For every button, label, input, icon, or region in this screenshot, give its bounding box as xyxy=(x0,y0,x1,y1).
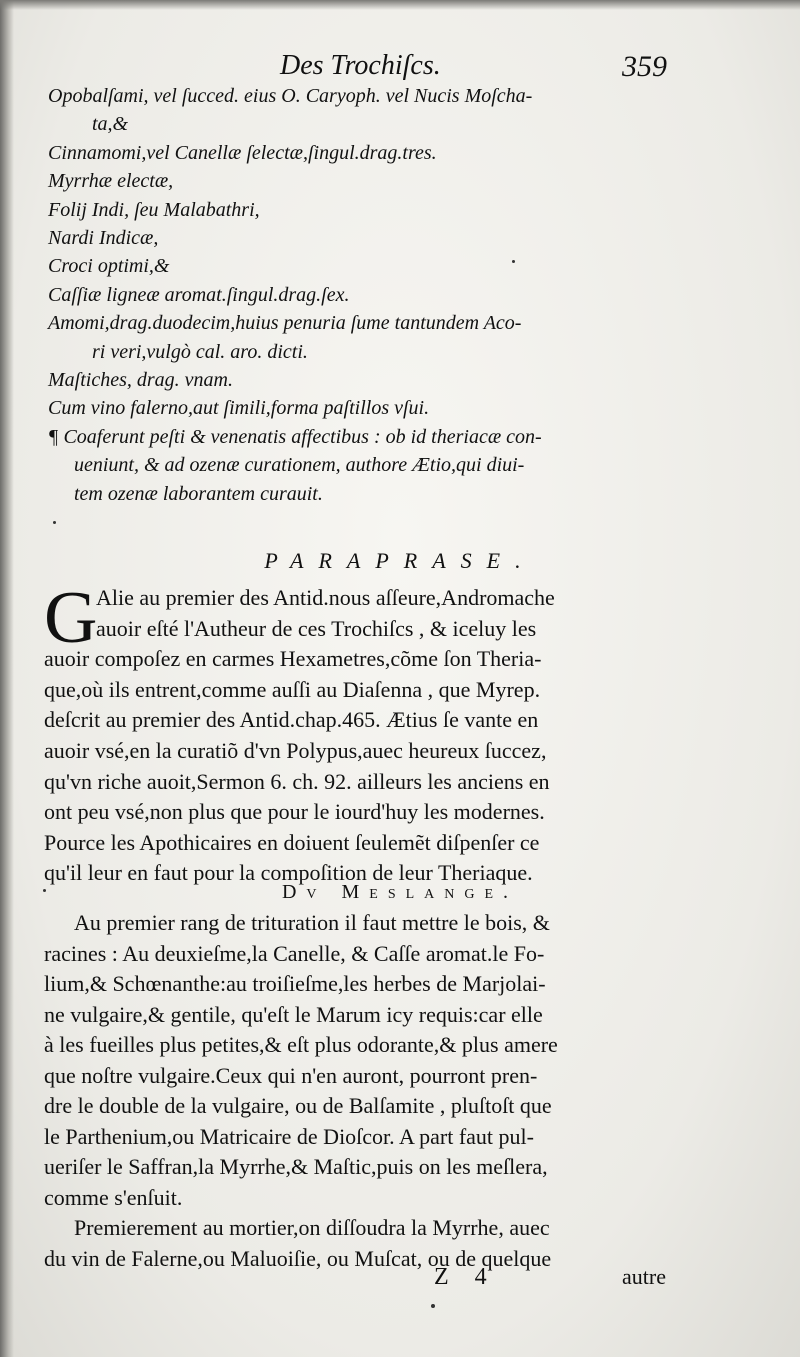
meslange-line: du vin de Falerne,ou Maluoiſie, ou Muſcat, ou de quelque xyxy=(44,1245,552,1271)
paraphrase-line: Pource les Apothicaires en doiuent ſeulemẽt diſpenſer ce xyxy=(44,829,540,855)
meslange-line: comme s'enſuit. xyxy=(44,1184,183,1210)
meslange-line: le Parthenium,ou Matricaire de Dioſcor. A part faut pul- xyxy=(44,1123,534,1149)
paraphrase-line: Alie au premier des Antid.nous aſſeure,Andromache xyxy=(96,585,555,610)
formula-line: Cinnamomi,vel Canellæ ſelectæ,ſingul.drag.tres. xyxy=(48,141,437,164)
paraphrase-line: deſcrit au premier des Antid.chap.465. Ætius ſe vante en xyxy=(44,707,539,733)
formula-line: Cum vino falerno,aut ſimili,forma paſtillos vſui. xyxy=(48,397,430,420)
meslange-line: que noſtre vulgaire.Ceux qui n'en auront, pourront pren- xyxy=(44,1062,538,1088)
formula-line: ri veri,vulgò cal. aro. dicti. xyxy=(92,340,308,363)
paraphrase-line: que,où ils entrent,comme auſſi au Diaſenna , que Myrep. xyxy=(44,676,541,702)
page-shadow-top xyxy=(0,0,800,10)
formula-line: Maſtiches, drag. vnam. xyxy=(48,369,233,392)
formula-line: Nardi Indicæ, xyxy=(48,227,159,250)
meslange-section xyxy=(44,908,684,1274)
meslange-line: ne vulgaire,& gentile, qu'eſt le Marum icy requis:car elle xyxy=(44,1001,543,1027)
paraphrase-line: ont peu vsé,non plus que pour le iourd'huy les modernes. xyxy=(44,799,545,825)
paraphrase-line: qu'il leur en faut pour la compoſition de leur Theriaque. xyxy=(44,860,533,886)
paraphrase-line: qu'vn riche auoit,Sermon 6. ch. 92. ailleurs les anciens en xyxy=(44,768,550,794)
ink-speck xyxy=(431,1304,435,1308)
meslange-line: dre le double de la vulgaire, ou de Balſamite , pluſtoſt que xyxy=(44,1093,552,1118)
meslange-heading: Dv Meslange. xyxy=(281,881,519,903)
formula-line: Folij Indi, ſeu Malabathri, xyxy=(48,198,260,221)
paraphrase-line: auoir compoſez en carmes Hexametres,cõme ſon Theria- xyxy=(44,646,542,672)
formula-line: Caſſiæ ligneæ aromat.ſingul.drag.ſex. xyxy=(48,283,350,306)
formula-line: Opobalſami, vel ſucced. eius O. Caryoph. vel Nucis Moſcha- xyxy=(48,85,533,107)
meslange-line: à les fueilles plus petites,& eſt plus odorante,& plus amere xyxy=(44,1032,558,1057)
page-number: 359 xyxy=(622,50,667,83)
formula-line: Amomi,drag.duodecim,huius penuria ſume tantundem Aco- xyxy=(48,312,522,335)
ink-speck xyxy=(53,521,56,524)
paraphrase-heading: PARAPRASE. xyxy=(264,548,536,573)
meslange-line: Premierement au mortier,on diſſoudra la Myrrhe, auec xyxy=(74,1215,550,1240)
meslange-line: racines : Au deuxieſme,la Canelle, & Caſſe aromat.le Fo- xyxy=(44,940,545,966)
running-title: Des Trochiſcs. xyxy=(280,50,441,81)
meslange-line: Au premier rang de trituration il faut mettre le bois, & xyxy=(74,910,550,935)
formula-note-line: tem ozenæ laborantem curauit. xyxy=(74,482,323,505)
meslange-line: lium,& Schœnanthe:au troiſieſme,les herbes de Marjolai- xyxy=(44,971,546,996)
page-shadow-left xyxy=(0,0,14,1357)
ink-speck xyxy=(512,260,515,263)
ink-speck xyxy=(43,889,46,892)
meslange-line: ueriſer le Saffran,la Myrrhe,& Maſtic,puis on les meſlera, xyxy=(44,1154,548,1179)
paraphrase-line: auoir eſté l'Autheur de ces Trochiſcs , & iceluy les xyxy=(96,615,537,641)
catchword: autre xyxy=(622,1264,666,1289)
formula-note-line: ¶ Coaferunt peſti & venenatis affectibus : ob id theriacæ con- xyxy=(48,425,542,448)
formula-note-line: ueniunt, & ad ozenæ curationem, authore Ætio,qui diui- xyxy=(74,454,525,477)
paraphrase-paragraph xyxy=(44,577,684,889)
signature-mark: Z 4 xyxy=(434,1264,497,1290)
formula-line: Croci optimi,& xyxy=(48,255,170,278)
formula-recipe xyxy=(48,82,688,508)
formula-line: ta,& xyxy=(92,113,129,136)
paraphrase-line: auoir vsé,en la curatiõ d'vn Polypus,auec heureux ſuccez, xyxy=(44,737,547,763)
formula-line: Myrrhæ electæ, xyxy=(48,170,174,193)
drop-cap: G xyxy=(44,577,98,659)
